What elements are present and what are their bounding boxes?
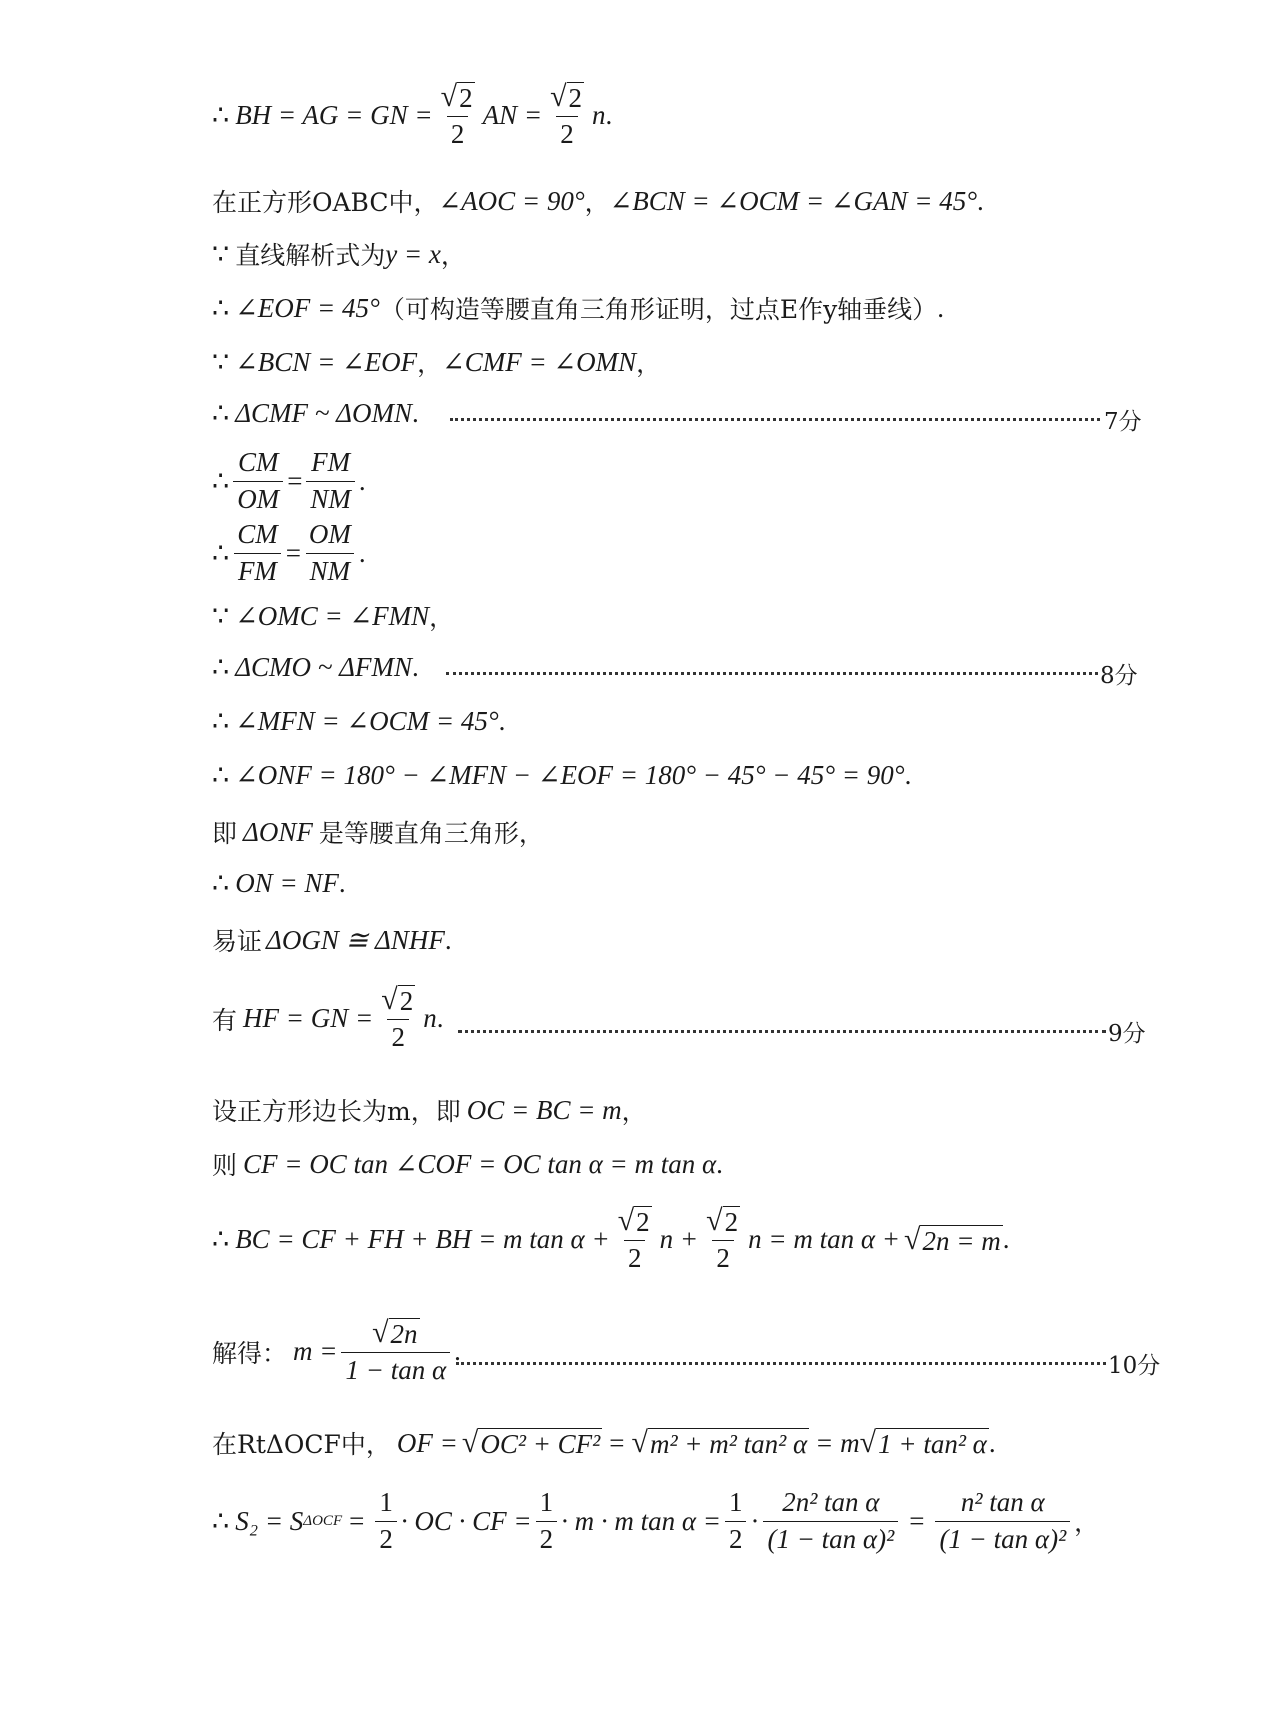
chinese-text: 在RtΔOCF中， [212,1430,391,1459]
equation-text: m = [293,1336,338,1367]
equation-text: · OC · CF = [400,1505,532,1536]
equation-text: ∠EOF = 45° [235,292,380,323]
line-13 [212,814,544,850]
line-11 [212,706,505,737]
period: . [498,706,506,736]
line-10 [212,652,419,683]
equation-text: ∠BCN = ∠EOF [235,346,418,377]
equation-text: OC = BC = m [466,1094,622,1125]
equation-text: BC = CF + FH + BH = m tan α + [235,1224,610,1255]
fraction: √ 2 2 [550,80,583,150]
line-21 [212,1425,996,1461]
equals-sign: = [285,537,301,568]
period: . [444,924,452,955]
period: . [1002,1224,1010,1255]
equation-text: ∠ONF = 180° − ∠MFN − ∠EOF = 180° − 45° − 45° = 90° [235,760,905,790]
fraction: $\frac{1}{2}$ [375,1488,397,1554]
fraction: $\frac{CM}{OM}$ [233,448,283,514]
score-leader-dots [458,1030,1106,1033]
fraction: $\frac{\text{n² tan α}}{\text{(1 − tan α)²}}$ [935,1488,1070,1554]
period: . [338,868,346,898]
score-leader-dots [446,672,1098,675]
score-label: 8分 [1100,663,1138,689]
equation-text: n + [659,1224,699,1255]
period: . [411,398,419,428]
score-leader-dots [456,1362,1106,1365]
equation-text: HF = GN = [243,1003,374,1034]
equation-text: y = x [385,238,441,269]
equals-sign: = [909,1505,925,1536]
square-root: √ m² + m² tan² α [631,1426,808,1460]
line-5 [212,344,661,380]
period: . [977,185,984,216]
chinese-text: 解得： [212,1338,288,1368]
equation-text: CF = OC tan ∠COF = OC tan α = m tan α [243,1148,717,1179]
chinese-text: 是等腰直角三角形， [318,819,544,848]
equation-text: ΔCMF ~ ΔOMN [235,398,412,428]
separator: ， [636,349,662,378]
chinese-text: 有 [212,1005,238,1035]
equation-text: n = m tan α + [748,1224,900,1255]
line-22: ∴ S₂ = S ΔOCF = $\frac{1}{2}$ · OC · CF = $\frac{1}{2}$ · m · m tan α = $\frac{1}{2}$ · $\frac{\text{2n² tan α}}{\text{(1 − tan α)²}}$ = $\frac{\text{n² tan α}}{\text{(1 − tan α)²}}$ ， [212,1487,1100,1554]
line-1 [212,82,612,150]
therefore-symbol: ∴ [212,100,230,131]
equation-text: ∠CMF = ∠OMN [442,346,637,377]
score-label: 10分 [1108,1353,1161,1379]
because-symbol: ∵ [212,600,230,631]
line-17 [212,1092,647,1128]
period: . [716,1148,723,1179]
separator: ， [621,1097,647,1126]
equals-sign: = [349,1505,365,1536]
score-label: 7分 [1104,409,1142,435]
separator: ， [417,349,443,378]
therefore-symbol: ∴ [212,706,230,736]
separator: ， [1074,1508,1100,1538]
line-7 [212,448,366,514]
equation-text: ON = NF [235,868,339,898]
separator: ， [429,603,455,632]
line-12 [212,760,911,791]
line-19 [212,1206,1009,1274]
score-leader-dots [450,418,1100,421]
fraction: $\frac{1}{2}$ [725,1488,747,1554]
period: . [454,1336,461,1367]
line-6 [212,398,419,429]
note-text: （可构造等腰直角三角形证明，过点E作y轴垂线） [379,295,938,324]
therefore-symbol: ∴ [212,1224,230,1255]
chinese-text: 即 [212,819,238,848]
line-15 [212,922,452,958]
equals-sign: = [609,1427,625,1458]
because-symbol: ∵ [212,238,230,269]
therefore-symbol: ∴ [212,652,230,682]
chinese-text: 则 [212,1151,238,1180]
period: . [988,1427,996,1458]
fraction: $\frac{1}{2}$ [536,1488,558,1554]
therefore-symbol: ∴ [212,760,230,790]
chinese-text: 直线解析式为 [235,241,386,270]
therefore-symbol: ∴ [212,292,230,323]
line-2 [212,183,984,219]
equation-text: ∠OMC = ∠FMN [235,600,430,631]
period: . [358,537,366,568]
fraction: √ 2 2 [440,80,473,150]
separator: ， [584,188,610,217]
line-14 [212,868,346,899]
because-symbol: ∵ [212,346,230,377]
therefore-symbol: ∴ [212,398,230,428]
period: . [605,100,613,131]
line-8 [212,520,366,586]
chinese-text: 在正方形OABC中， [212,188,439,217]
equation-text: AN = [482,100,543,131]
fraction: √ 2 2 [706,1204,739,1274]
line-4 [212,290,944,326]
period: . [937,292,944,323]
separator: ， [440,241,466,270]
therefore-symbol: ∴ [212,465,230,496]
therefore-symbol: ∴ [212,868,230,898]
period: . [436,1003,444,1034]
period: . [904,760,912,790]
fraction: $\frac{\text{2n² tan α}}{\text{(1 − tan α)²}}$ [763,1488,898,1554]
equation-text: · m · m tan α = [561,1505,721,1536]
equation-text: BH = AG = GN = [235,100,433,131]
equation-text: S₂ = S [235,1505,304,1536]
equation-text: = m [815,1427,860,1458]
square-root: √ 1 + tan² α [859,1426,987,1460]
line-3 [212,236,466,272]
period: . [411,652,419,682]
fraction: $\frac{CM}{FM}$ [233,520,282,586]
fraction: √ 2n 1 − tan α [341,1318,450,1386]
line-9 [212,598,454,634]
equation-text: ΔCMO ~ ΔFMN [235,652,412,682]
equation-text: ∠AOC = 90° [438,185,585,216]
square-root: √ OC² + CF² [461,1426,601,1460]
equals-sign: = [287,465,303,496]
fraction: $\frac{OM}{NM}$ [305,520,355,586]
equation-text: ∠BCN = ∠OCM = ∠GAN = 45° [609,185,978,216]
line-16 [212,985,443,1053]
therefore-symbol: ∴ [212,1505,230,1536]
dot-operator: · [750,1505,760,1536]
chinese-text: 设正方形边长为m，即 [212,1097,461,1126]
chinese-text: 易证 [212,927,263,956]
equation-text: n [592,100,606,131]
period: . [358,465,366,496]
fraction: √ 2 2 [617,1204,650,1274]
line-20 [212,1318,461,1386]
therefore-symbol: ∴ [212,537,230,568]
equation-text: ∠MFN = ∠OCM = 45° [235,706,499,736]
line-18 [212,1146,723,1182]
equation-text: ΔONF [243,816,313,847]
fraction: √ 2 2 [381,983,414,1053]
equation-text: n [423,1003,437,1034]
fraction: $\frac{FM}{NM}$ [306,448,355,514]
equation-text: OF = [396,1427,458,1458]
square-root: √ 2n = m [904,1223,1001,1257]
equation-text: ΔOGN ≅ ΔNHF [266,924,445,955]
score-label: 9分 [1108,1021,1146,1047]
